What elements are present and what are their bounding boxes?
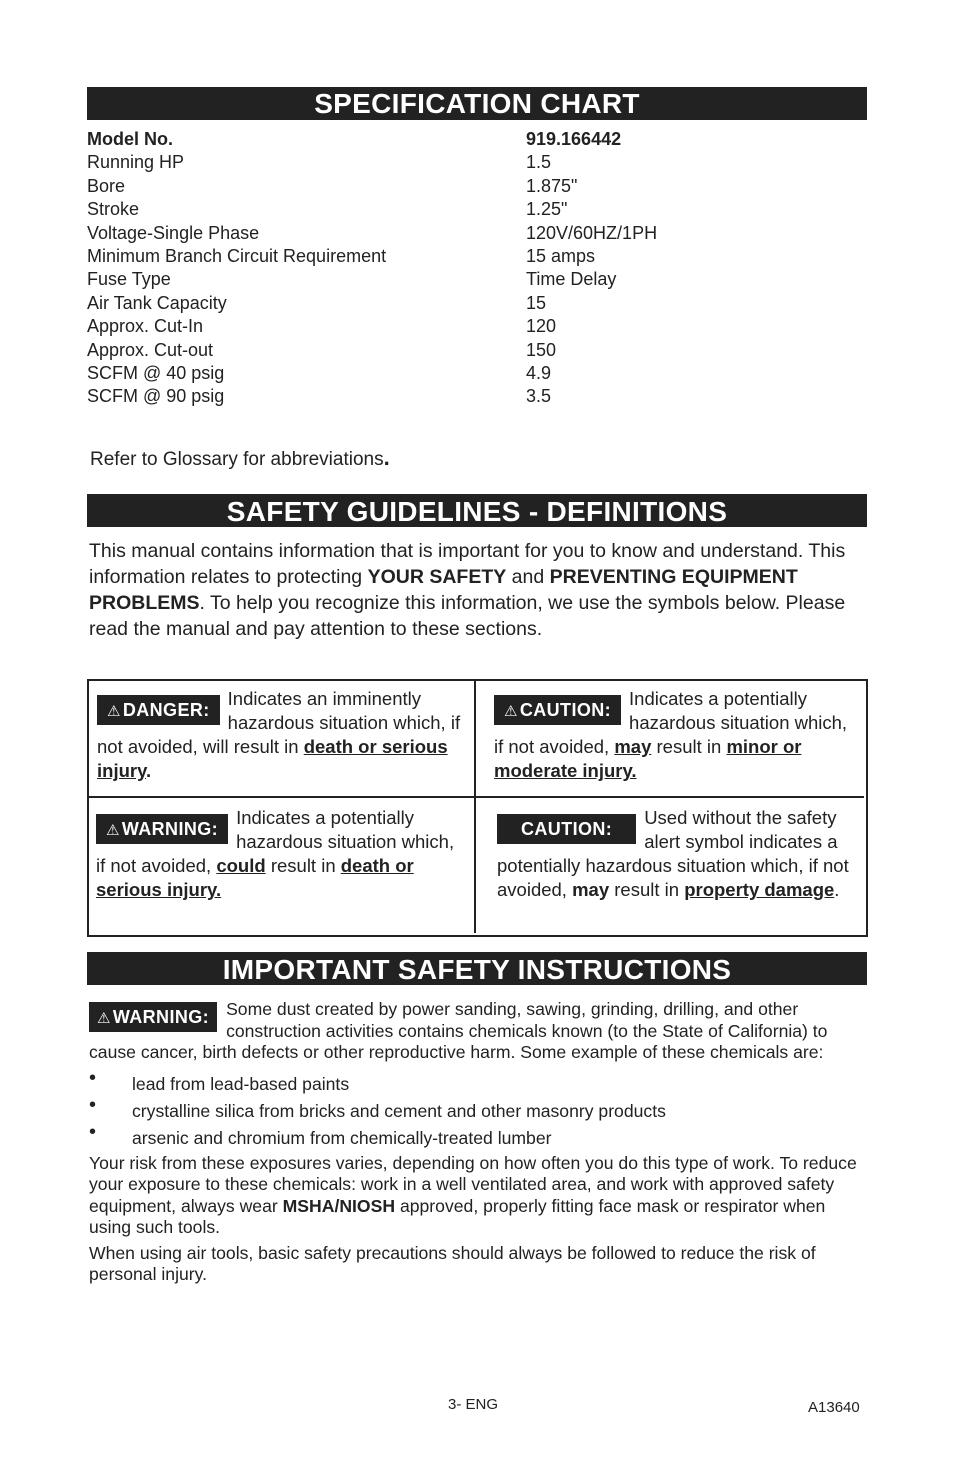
spec-value: 3.5 [526, 386, 552, 407]
safety-definitions-grid [87, 679, 868, 937]
alert-triangle-icon: ⚠ [106, 822, 120, 839]
alert-triangle-icon: ⚠ [504, 703, 518, 720]
list-item: • lead from lead-based paints [89, 1068, 859, 1095]
caution-badge: ⚠ CAUTION: [494, 695, 621, 725]
chemicals-list [89, 1068, 859, 1149]
spec-label: SCFM @ 90 psig [87, 386, 225, 407]
spec-header-row [87, 128, 867, 151]
spec-row [87, 292, 867, 315]
alert-triangle-icon: ⚠ [97, 1010, 111, 1027]
spec-row [87, 151, 867, 174]
spec-row [87, 222, 867, 245]
page-number: 3- ENG [448, 1396, 499, 1413]
spec-label: Model No. [87, 129, 173, 149]
spec-label: Voltage-Single Phase [87, 222, 260, 243]
spec-row [87, 362, 867, 385]
air-tools-paragraph: When using air tools, basic safety precautions should always be followed to reduce the risk of personal injury. [89, 1242, 816, 1284]
bullet-icon: • [89, 1120, 97, 1143]
spec-row [87, 245, 867, 268]
list-item: • crystalline silica from bricks and cement and other masonry products [89, 1095, 859, 1122]
spec-row [87, 268, 867, 291]
spec-value: 120V/60HZ/1PH [526, 222, 658, 243]
prop65-warning-block: ⚠ WARNING: Some dust created by power sanding, sawing, grinding, drilling, and other construction activities contains chemicals known (to the State of California) to cause cancer, birth defects or other reproductive harm. Some example of these chemicals are: • lead from lead-based paints • crystalline silica from bricks and cement and other masonry products • arsenic and chromium from chemically-treated lumber Your risk from these exposures varies, depending on how often you do this type of work. To reduce your exposure to these chemicals: work in a well ventilated area, and work with approved safety equipment, always wear MSHA/NIOSH approved, properly fitting face mask or respirator when using such tools. When using air tools, basic safety precautions should always be followed to reduce the risk of personal injury. [89, 999, 859, 1286]
caution-definition: ⚠ CAUTION: Indicates a potentially hazardous situation which, if not avoided, may result in minor or moderate injury. [476, 681, 864, 798]
spec-row [87, 385, 867, 408]
spec-label: Minimum Branch Circuit Requirement [87, 245, 387, 266]
danger-badge: ⚠ DANGER: [97, 695, 220, 725]
caution-no-symbol-definition: CAUTION: Used without the safety alert symbol indicates a potentially hazardous situation which, if not avoided, may result in property damage. [497, 807, 849, 900]
exposure-paragraph: Your risk from these exposures varies, depending on how often you do this type of work. To reduce your exposure to these chemicals: work in a well ventilated area, and work with approved safety equipment, always wear MSHA/NIOSH approved, properly fitting face mask or respirator when using such tools. [89, 1152, 857, 1237]
safety-intro-paragraph: This manual contains information that is important for you to know and understand. This information relates to protecting YOUR SAFETY and PREVENTING EQUIPMENT PROBLEMS. To help you recognize this information, we use the symbols below. Please read the manual and pay attention to these sections. [89, 540, 846, 640]
spec-value: 4.9 [526, 362, 552, 383]
spec-value: 15 [526, 292, 547, 313]
spec-row [87, 315, 867, 338]
caution-badge-plain: CAUTION: [497, 814, 636, 844]
alert-triangle-icon: ⚠ [107, 703, 121, 720]
danger-definition: ⚠ DANGER: Indicates an imminently hazardous situation which, if not avoided, will result in death or serious injury. [89, 681, 476, 798]
bullet-icon: • [89, 1066, 97, 1089]
warning-badge: ⚠ WARNING: [89, 1002, 217, 1032]
safety-guidelines-title: SAFETY GUIDELINES - DEFINITIONS [87, 494, 867, 527]
glossary-note: Refer to Glossary for abbreviations. [90, 445, 390, 470]
document-code: A13640 [808, 1399, 860, 1416]
spec-value: 150 [526, 339, 557, 360]
spec-row [87, 198, 867, 221]
spec-value: 15 amps [526, 245, 596, 266]
important-safety-instructions-title: IMPORTANT SAFETY INSTRUCTIONS [87, 952, 867, 985]
spec-label: Bore [87, 175, 126, 196]
bullet-icon: • [89, 1093, 97, 1116]
spec-chart-title: SPECIFICATION CHART [87, 87, 867, 120]
spec-label: Running HP [87, 152, 185, 173]
spec-value: 120 [526, 316, 557, 337]
warning-badge: ⚠ WARNING: [96, 814, 228, 844]
spec-row [87, 175, 867, 198]
spec-label: Approx. Cut-out [87, 339, 214, 360]
spec-label: SCFM @ 40 psig [87, 362, 225, 383]
list-item: • arsenic and chromium from chemically-treated lumber [89, 1122, 859, 1149]
spec-label: Air Tank Capacity [87, 292, 227, 313]
spec-value: 1.875" [526, 175, 578, 196]
spec-table [87, 128, 867, 409]
spec-label: Fuse Type [87, 269, 171, 290]
spec-label: Approx. Cut-In [87, 316, 204, 337]
warning-definition: ⚠ WARNING: Indicates a potentially hazardous situation which, if not avoided, could result in death or serious injury. [89, 798, 476, 933]
spec-label: Stroke [87, 199, 140, 220]
spec-value: 1.5 [526, 152, 552, 173]
spec-value: 1.25" [526, 199, 568, 220]
spec-value: Time Delay [526, 269, 617, 290]
spec-row [87, 339, 867, 362]
spec-value: 919.166442 [526, 129, 622, 149]
